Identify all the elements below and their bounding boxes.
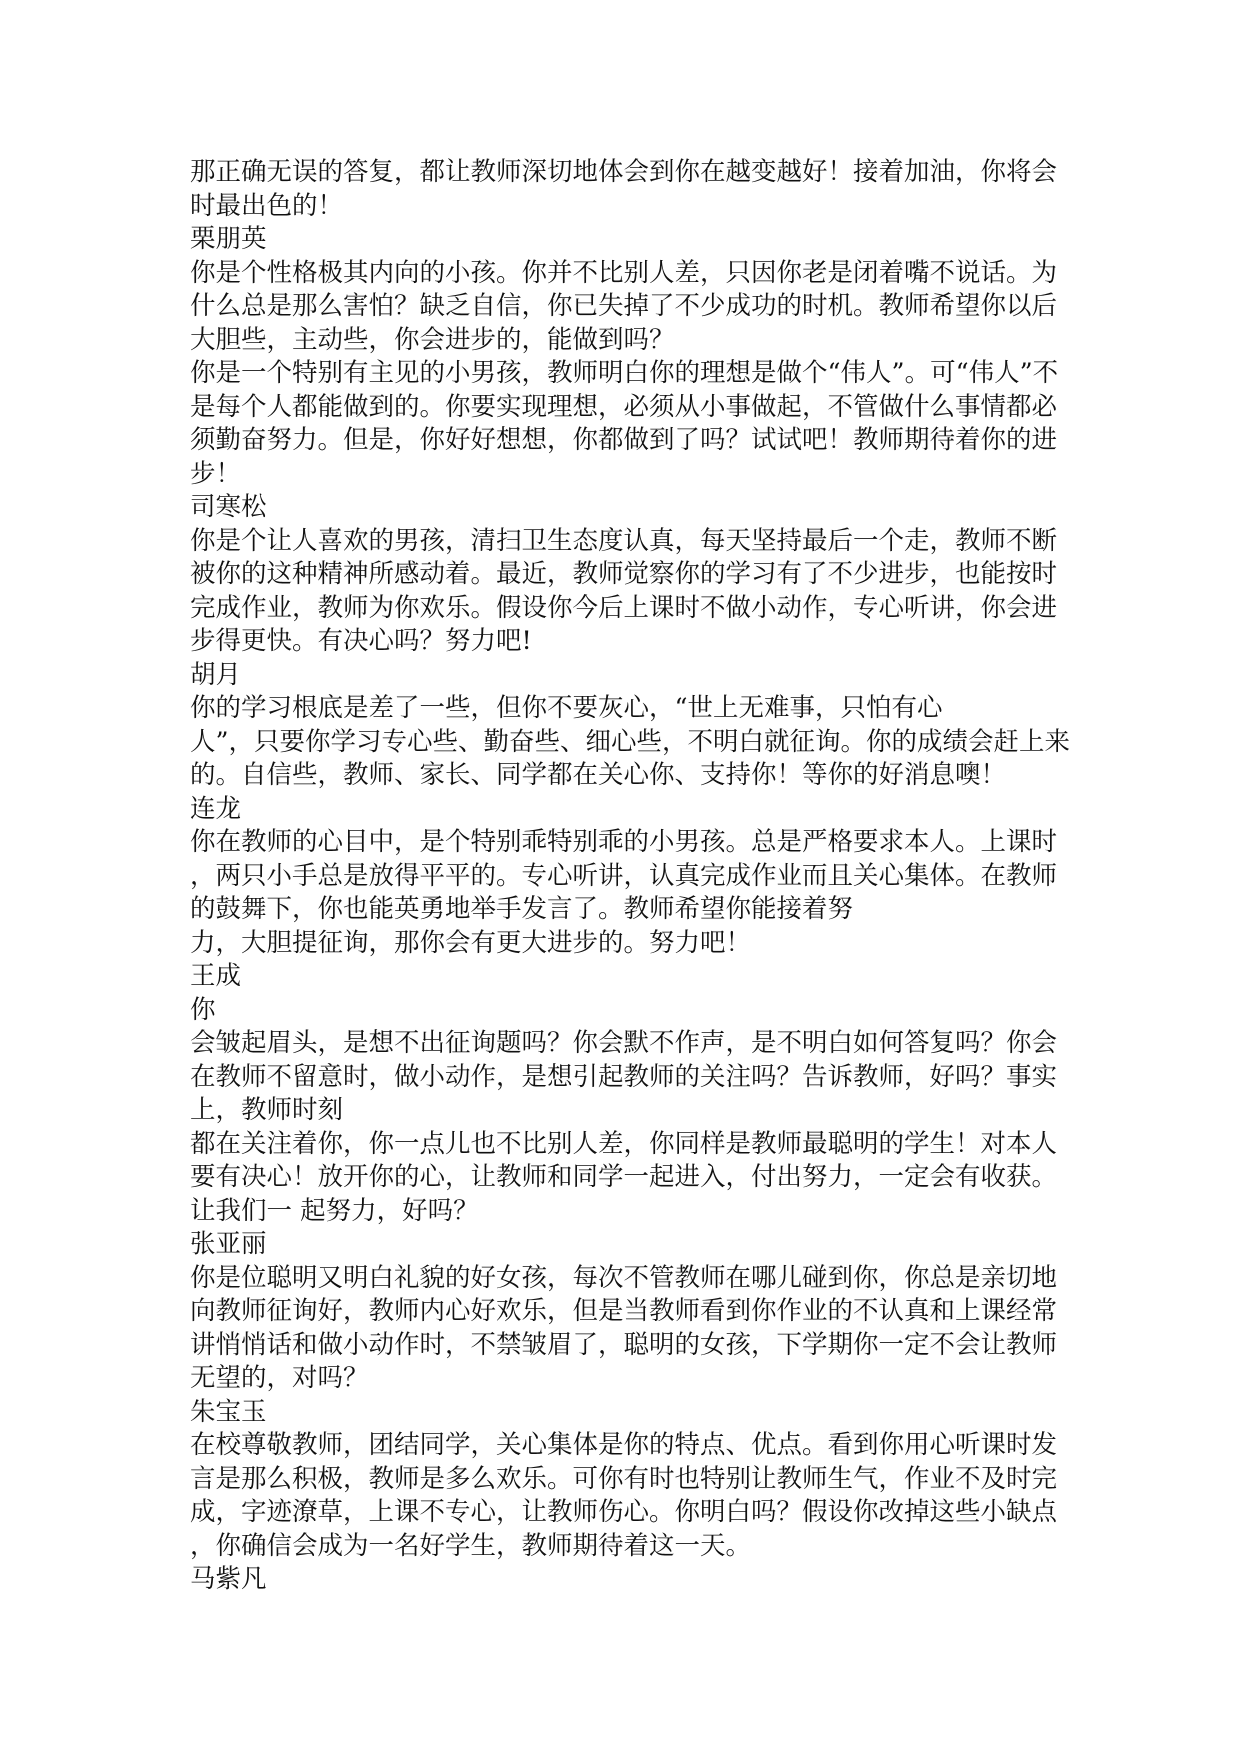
comment-line: 你	[190, 994, 216, 1025]
comment-line: 大胆些，主动些，你会进步的，能做到吗？	[190, 324, 675, 355]
comment-line: 你是个让人喜欢的男孩，清扫卫生态度认真，每天坚持最后一个走，教师不断	[190, 525, 1058, 556]
comment-line: 要有决心！放开你的心，让教师和同学一起进入，付出努力，一定会有收获。	[190, 1162, 1058, 1192]
comment-line: 你是位聪明又明白礼貌的好女孩，每次不管教师在哪儿碰到你，你总是亲切地	[190, 1262, 1058, 1293]
comment-line: 你的学习根底是差了一些，但你不要灰心，“世上无难事，只怕有心	[190, 693, 943, 723]
comment-line: 须勤奋努力。但是，你好好想想，你都做到了吗？试试吧！教师期待着你的进	[190, 425, 1058, 455]
comment-line: 会皱起眉头，是想不出征询题吗？你会默不作声，是不明白如何答复吗？你会	[190, 1028, 1058, 1058]
comment-line: 那正确无误的答复，都让教师深切地体会到你在越变越好！接着加油，你将会	[190, 157, 1058, 187]
comment-line: 上，教师时刻	[190, 1095, 344, 1125]
comment-line: 步！	[190, 458, 242, 489]
student-name: 连龙	[190, 793, 242, 824]
comment-line: 成，字迹潦草，上课不专心，让教师伤心。你明白吗？假设你改掉这些小缺点	[190, 1497, 1058, 1527]
comment-line: 你在教师的心目中，是个特别乖特别乖的小男孩。总是严格要求本人。上课时	[190, 827, 1058, 857]
comment-line: 力，大胆提征询，那你会有更大进步的。努力吧！	[190, 927, 752, 958]
comment-line: 的鼓舞下，你也能英勇地举手发言了。教师希望你能接着努	[190, 894, 854, 924]
comment-line: 让我们一 起努力，好吗？	[190, 1195, 479, 1226]
comment-line: 时最出色的！	[190, 190, 344, 221]
comment-line: 被你的这种精神所感动着。最近，教师觉察你的学习有了不少进步，也能按时	[190, 559, 1058, 589]
comment-line: 言是那么积极，教师是多么欢乐。可你有时也特别让教师生气，作业不及时完	[190, 1463, 1058, 1494]
comment-line: 是每个人都能做到的。你要实现理想，必须从小事做起，不管做什么事情都必	[190, 391, 1058, 422]
comment-line: 在教师不留意时，做小动作，是想引起教师的关注吗？告诉教师，好吗？事实	[190, 1061, 1058, 1092]
student-name: 张亚丽	[190, 1229, 267, 1259]
comment-line: 都在关注着你，你一点儿也不比别人差，你同样是教师最聪明的学生！对本人	[190, 1128, 1058, 1159]
comment-line: 向教师征询好，教师内心好欢乐，但是当教师看到你作业的不认真和上课经常	[190, 1296, 1058, 1326]
comment-line: ，两只小手总是放得平平的。专心听讲，认真完成作业而且关心集体。在教师	[190, 860, 1058, 891]
comment-line: 你是一个特别有主见的小男孩，教师明白你的理想是做个“伟人”。可“伟人”不	[190, 358, 1059, 388]
comment-line: 在校尊敬教师，团结同学，关心集体是你的特点、优点。看到你用心听课时发	[190, 1430, 1058, 1460]
student-name: 栗朋英	[190, 224, 267, 254]
comment-line: 的。自信些，教师、家长、同学都在关心你、支持你！等你的好消息噢！	[190, 760, 1007, 790]
comment-line: 步得更快。有决心吗？努力吧!	[190, 626, 532, 656]
comment-line: 无望的，对吗？	[190, 1363, 369, 1393]
document-body	[190, 156, 1071, 1597]
comment-line: 你是个性格极其内向的小孩。你并不比别人差，只因你老是闭着嘴不说话。为	[190, 257, 1058, 288]
comment-line: ，你确信会成为一名好学生，教师期待着这一天。	[190, 1530, 752, 1561]
student-name: 胡月	[190, 659, 242, 690]
student-name: 司寒松	[190, 492, 267, 522]
comment-line: 讲悄悄话和做小动作时，不禁皱眉了，聪明的女孩，下学期你一定不会让教师	[190, 1329, 1058, 1360]
student-name: 王成	[190, 961, 242, 991]
student-name: 马紫凡	[190, 1564, 267, 1594]
comment-line: 什么总是那么害怕？缺乏自信，你已失掉了不少成功的时机。教师希望你以后	[190, 291, 1058, 321]
student-name: 朱宝玉	[190, 1396, 267, 1427]
comment-line: 完成作业，教师为你欢乐。假设你今后上课时不做小动作，专心听讲，你会进	[190, 592, 1058, 623]
comment-line: 人”，只要你学习专心些、勤奋些、细心些，不明白就征询。你的成绩会赶上来	[190, 726, 1071, 757]
